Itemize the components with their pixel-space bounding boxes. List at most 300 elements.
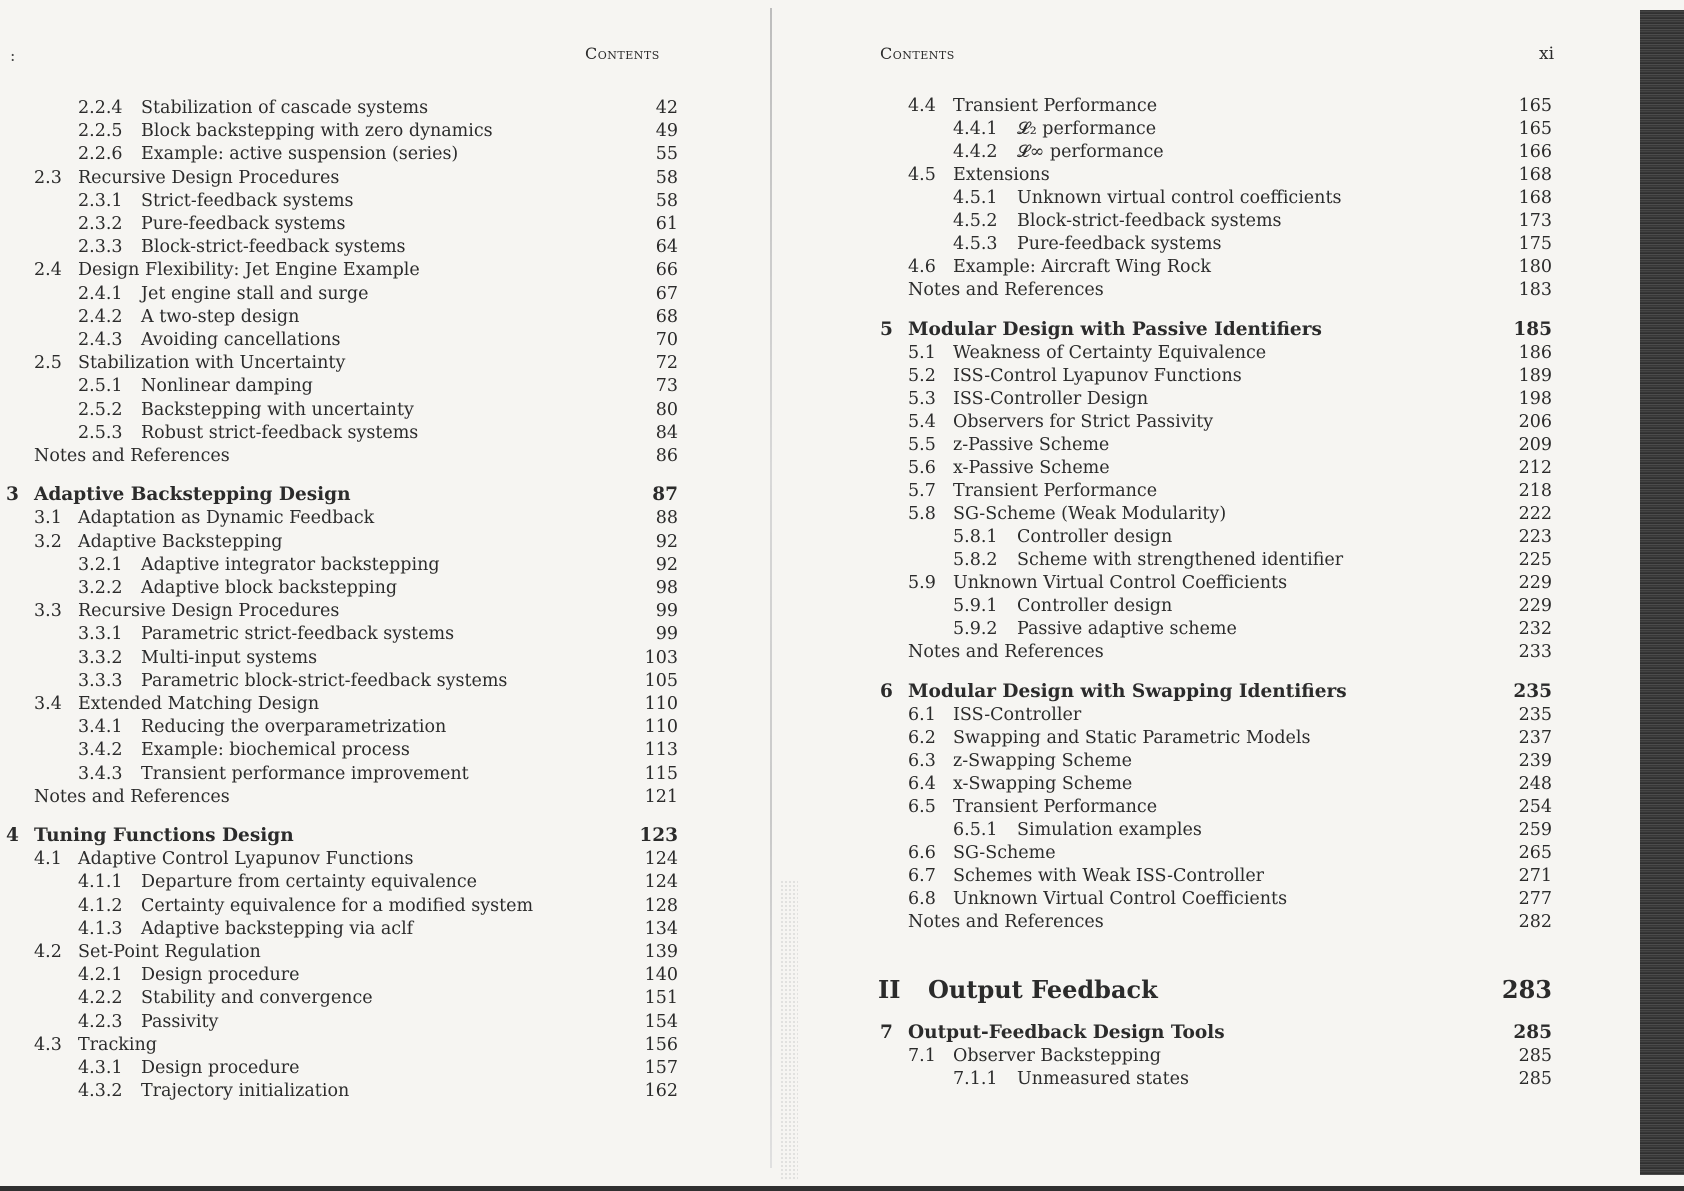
toc-entry-page: 186: [1518, 343, 1552, 363]
toc-entry-page: 265: [1518, 843, 1552, 863]
toc-entry-title: Set-Point Regulation: [78, 942, 261, 962]
toc-entry-page: 209: [1518, 435, 1552, 455]
toc-entry-title: Extensions: [953, 165, 1050, 185]
toc-entry-number: 3.2: [34, 531, 62, 552]
toc-entry-page: 189: [1518, 366, 1552, 386]
toc-entry-title: Transient performance improvement: [141, 763, 469, 784]
toc-entry-number: 5.2: [908, 366, 936, 386]
toc-entry-number: 3.2.2: [78, 578, 123, 598]
toc-entry-title: Transient Performance: [953, 481, 1158, 501]
toc-entry-number: 5: [880, 319, 893, 340]
toc-entry-number: 2.5.3: [78, 422, 123, 443]
toc-entry-number: 3.4.2: [78, 740, 123, 761]
toc-entry-number: 3.3.3: [78, 670, 123, 691]
toc-entry-page: 285: [1518, 1069, 1552, 1089]
toc-entry-number: 3: [6, 484, 19, 506]
toc-entry-number: 6.5: [908, 797, 936, 817]
toc-entry-page: 68: [655, 306, 678, 327]
toc-entry-title: Jet engine stall and surge: [141, 283, 369, 304]
toc-entry-page: 259: [1518, 820, 1552, 840]
toc-subsection-entry: [772, 1067, 1640, 1091]
toc-entry-page: 49: [655, 121, 678, 142]
toc-entry-number: 2.4: [34, 260, 62, 281]
toc-subsection-entry: [772, 209, 1640, 233]
toc-entry-number: 3.4.1: [78, 717, 123, 738]
toc-entry-title: Observers for Strict Passivity: [953, 412, 1214, 432]
toc-subsection-entry: [0, 235, 770, 259]
toc-entry-number: 4.6: [908, 257, 936, 277]
toc-entry-number: 2.5.1: [78, 376, 123, 397]
toc-entry-title: Reducing the overparametrization: [141, 717, 447, 738]
toc-entry-page: 166: [1518, 142, 1552, 162]
toc-entry-page: 55: [655, 144, 678, 165]
toc-section-entry: [0, 599, 770, 623]
toc-section-entry: [772, 726, 1640, 750]
toc-entry-title: Pure-feedback systems: [1017, 234, 1222, 254]
toc-entry-number: 2.5: [34, 353, 62, 374]
toc-section-entry: [772, 887, 1640, 911]
toc-subsection-entry: [0, 1010, 770, 1034]
toc-entry-number: 4.4: [908, 96, 936, 116]
toc-entry-page: 183: [1518, 280, 1552, 300]
toc-entry-number: 4.5: [908, 165, 936, 185]
toc-entry-page: 156: [644, 1034, 678, 1055]
toc-entry-page: 229: [1518, 596, 1552, 616]
toc-section-entry: [0, 351, 770, 375]
toc-subsection-entry: [0, 669, 770, 693]
toc-entry-number: 2.2.6: [78, 144, 123, 165]
toc-entry-page: 58: [655, 167, 678, 188]
toc-notes-entry: [0, 444, 770, 468]
toc-entry-title: Output Feedback: [928, 975, 1158, 1004]
toc-subsection-entry: [772, 617, 1640, 641]
toc-section-entry: [772, 841, 1640, 865]
toc-entry-title: Avoiding cancellations: [141, 330, 341, 350]
toc-section-entry: [0, 847, 770, 871]
toc-entry-page: 70: [655, 330, 678, 350]
toc-subsection-entry: [0, 715, 770, 739]
toc-entry-number: 7: [880, 1022, 893, 1043]
toc-section-entry: [0, 1033, 770, 1057]
toc-entry-page: 42: [655, 98, 678, 118]
toc-entry-page: 86: [655, 446, 678, 466]
toc-section-entry: [772, 571, 1640, 595]
toc-entry-page: 134: [644, 918, 678, 939]
toc-entry-number: 2.4.3: [78, 330, 123, 350]
toc-entry-page: 98: [655, 578, 678, 598]
toc-entry-title: ISS-Control Lyapunov Functions: [953, 366, 1242, 386]
toc-entry-page: 254: [1518, 797, 1552, 817]
toc-entry-page: 173: [1518, 211, 1552, 231]
toc-subsection-entry: [0, 374, 770, 398]
toc-entry-title: Stability and convergence: [141, 988, 373, 1009]
toc-entry-number: 4.1.1: [78, 872, 123, 893]
toc-section-entry: [772, 410, 1640, 434]
toc-entry-number: 2.2.4: [78, 98, 123, 118]
toc-section-entry: [772, 341, 1640, 365]
toc-entry-number: 4: [6, 825, 19, 846]
toc-subsection-entry: [0, 576, 770, 600]
toc-entry-title: ISS-Controller Design: [953, 389, 1149, 409]
toc-entry-page: 235: [1513, 681, 1552, 702]
toc-entry-page: 121: [644, 786, 678, 807]
toc-entry-page: 157: [644, 1058, 678, 1078]
toc-entry-page: 212: [1518, 458, 1552, 478]
toc-entry-title: Unknown Virtual Control Coefficients: [953, 889, 1288, 909]
toc-entry-page: 175: [1518, 234, 1552, 254]
toc-section-entry: [0, 692, 770, 716]
toc-entry-page: 165: [1518, 119, 1552, 139]
toc-entry-title: Unknown virtual control coefficients: [1017, 188, 1342, 208]
toc-entry-title: Transient Performance: [953, 96, 1158, 116]
toc-subsection-entry: [772, 232, 1640, 256]
toc-entry-number: 4.5.1: [953, 188, 998, 208]
toc-subsection-entry: [0, 646, 770, 670]
toc-entry-title: Notes and References: [34, 446, 230, 466]
toc-entry-number: 5.4: [908, 412, 936, 432]
toc-entry-page: 87: [652, 484, 678, 506]
toc-entry-page: 285: [1518, 1046, 1552, 1066]
toc-entry-number: 6.5.1: [953, 820, 998, 840]
toc-entry-number: 3.3.1: [78, 624, 123, 645]
toc-entry-number: 2.3: [34, 167, 62, 188]
toc-entry-number: 5.8: [908, 504, 936, 524]
toc-entry-title: Adaptive integrator backstepping: [141, 554, 440, 575]
toc-entry-number: 2.4.1: [78, 283, 123, 304]
toc-subsection-entry: [0, 282, 770, 306]
toc-entry-title: Recursive Design Procedures: [78, 601, 340, 622]
toc-entry-number: 3.3: [34, 601, 62, 622]
toc-section-entry: [772, 795, 1640, 819]
toc-entry-page: 113: [644, 740, 678, 761]
toc-entry-number: 3.2.1: [78, 554, 123, 575]
toc-entry-title: Tracking: [78, 1034, 157, 1055]
toc-entry-number: 5.9: [908, 573, 936, 593]
toc-subsection-entry: [0, 1079, 770, 1103]
toc-subsection-entry: [772, 818, 1640, 842]
toc-entry-page: 80: [655, 399, 678, 420]
toc-entry-page: 110: [644, 694, 678, 714]
toc-entry-number: 5.8.2: [953, 550, 998, 570]
toc-subsection-entry: [772, 525, 1640, 549]
toc-entry-number: 4.5.3: [953, 234, 998, 254]
toc-entry-title: Modular Design with Passive Identifiers: [908, 319, 1322, 340]
toc-subsection-entry: [0, 305, 770, 329]
toc-entry-title: Notes and References: [908, 280, 1104, 300]
toc-notes-entry: [772, 278, 1640, 302]
toc-entry-number: 2.4.2: [78, 306, 123, 327]
toc-entry-page: 92: [655, 531, 678, 552]
toc-entry-title: z-Passive Scheme: [953, 435, 1110, 455]
toc-entry-page: 180: [1518, 257, 1552, 277]
toc-entry-page: 124: [644, 849, 678, 870]
toc-section-entry: [0, 530, 770, 554]
toc-section-entry: [0, 506, 770, 530]
toc-entry-number: 6.7: [908, 866, 936, 886]
toc-entry-page: 185: [1513, 319, 1552, 340]
toc-entry-title: Parametric block-strict-feedback systems: [141, 670, 508, 691]
toc-subsection-entry: [0, 762, 770, 786]
toc-entry-title: Block backstepping with zero dynamics: [141, 121, 493, 142]
toc-entry-page: 206: [1518, 412, 1552, 432]
toc-entry-number: 5.7: [908, 481, 936, 501]
toc-entry-page: 88: [655, 508, 678, 529]
toc-entry-page: 282: [1518, 912, 1552, 932]
toc-entry-title: Trajectory initialization: [141, 1081, 350, 1102]
toc-entry-page: 67: [655, 283, 678, 304]
toc-entry-number: 4.4.2: [953, 142, 998, 162]
toc-entry-title: Design Flexibility: Jet Engine Example: [78, 260, 420, 281]
toc-entry-page: 218: [1518, 481, 1552, 501]
toc-section-entry: [772, 255, 1640, 279]
toc-entry-number: 4.1.3: [78, 918, 123, 939]
toc-entry-title: Pure-feedback systems: [141, 214, 346, 234]
toc-entry-title: Certainty equivalence for a modified system: [141, 895, 534, 916]
toc-entry-title: Block-strict-feedback systems: [1017, 211, 1282, 231]
toc-section-entry: [772, 163, 1640, 187]
toc-notes-entry: [772, 910, 1640, 934]
toc-entry-number: 2.5.2: [78, 399, 123, 420]
toc-subsection-entry: [772, 140, 1640, 164]
toc-section-entry: [772, 433, 1640, 457]
toc-entry-title: Simulation examples: [1017, 820, 1202, 840]
margin-mark: :: [10, 46, 16, 65]
page-number: xi: [1539, 44, 1555, 64]
toc-entry-number: II: [878, 975, 901, 1004]
toc-entry-title: z-Swapping Scheme: [953, 751, 1132, 771]
toc-section-entry: [772, 502, 1640, 526]
toc-entry-title: Adaptation as Dynamic Feedback: [78, 508, 375, 529]
toc-entry-page: 103: [644, 647, 678, 668]
toc-entry-number: 4.2: [34, 942, 62, 962]
toc-subsection-entry: [772, 186, 1640, 210]
toc-entry-title: Stabilization with Uncertainty: [78, 353, 346, 374]
toc-entry-title: Notes and References: [908, 642, 1104, 662]
toc-entry-title: 𝓛₂ performance: [1017, 119, 1157, 139]
toc-part-entry: [772, 973, 1640, 1007]
toc-entry-number: 6.3: [908, 751, 936, 771]
toc-entry-title: Passivity: [141, 1011, 219, 1032]
toc-entry-number: 4.2.2: [78, 988, 123, 1009]
toc-entry-title: Departure from certainty equivalence: [141, 872, 477, 893]
toc-entry-page: 229: [1518, 573, 1552, 593]
toc-entry-page: 99: [655, 601, 678, 622]
toc-section-entry: [772, 479, 1640, 503]
toc-notes-entry: [772, 640, 1640, 664]
toc-entry-number: 4.3.1: [78, 1058, 123, 1078]
toc-subsection-entry: [0, 917, 770, 941]
toc-entry-number: 6.6: [908, 843, 936, 863]
toc-subsection-entry: [772, 594, 1640, 618]
toc-entry-number: 4.2.1: [78, 965, 123, 986]
toc-section-entry: [772, 772, 1640, 796]
toc-entry-page: 277: [1518, 889, 1552, 909]
page-edge-strip: [1640, 10, 1684, 1175]
toc-section-entry: [772, 703, 1640, 727]
toc-entry-page: 222: [1518, 504, 1552, 524]
toc-entry-title: Example: biochemical process: [141, 740, 410, 761]
toc-entry-page: 154: [644, 1011, 678, 1032]
toc-entry-number: 7.1: [908, 1046, 936, 1066]
toc-subsection-entry: [0, 119, 770, 143]
toc-subsection-entry: [772, 548, 1640, 572]
toc-subsection-entry: [0, 189, 770, 213]
toc-entry-title: Adaptive Backstepping Design: [34, 484, 351, 506]
toc-entry-title: Extended Matching Design: [78, 694, 320, 714]
toc-chapter-entry: [772, 318, 1640, 342]
toc-entry-title: ISS-Controller: [953, 705, 1082, 725]
toc-entry-page: 223: [1518, 527, 1552, 547]
toc-entry-number: 5.9.1: [953, 596, 998, 616]
toc-entry-page: 140: [644, 965, 678, 986]
toc-entry-number: 4.1: [34, 849, 62, 870]
toc-entry-title: Passive adaptive scheme: [1017, 619, 1237, 639]
toc-entry-title: Adaptive Backstepping: [78, 531, 283, 552]
toc-entry-title: Example: active suspension (series): [141, 144, 459, 165]
toc-entry-number: 6: [880, 681, 893, 702]
toc-chapter-entry: [772, 1021, 1640, 1045]
toc-entry-page: 235: [1518, 705, 1552, 725]
toc-entry-number: 5.5: [908, 435, 936, 455]
toc-entry-page: 248: [1518, 774, 1552, 794]
toc-entry-title: Schemes with Weak ISS-Controller: [953, 866, 1265, 886]
toc-entry-page: 233: [1518, 642, 1552, 662]
toc-entry-page: 283: [1501, 975, 1552, 1004]
toc-entry-number: 2.3.2: [78, 214, 123, 234]
toc-entry-number: 2.3.3: [78, 237, 123, 258]
toc-section-entry: [772, 1044, 1640, 1068]
toc-entry-title: Design procedure: [141, 1058, 300, 1078]
toc-entry-title: Unmeasured states: [1017, 1069, 1189, 1089]
toc-subsection-entry: [0, 986, 770, 1010]
toc-entry-page: 239: [1518, 751, 1552, 771]
left-page: [0, 0, 770, 1191]
toc-subsection-entry: [0, 421, 770, 445]
toc-entry-title: Unknown Virtual Control Coefficients: [953, 573, 1288, 593]
toc-entry-number: 2.3.1: [78, 190, 123, 211]
toc-entry-number: 5.3: [908, 389, 936, 409]
toc-entry-title: Transient Performance: [953, 797, 1158, 817]
toc-entry-number: 3.4.3: [78, 763, 123, 784]
toc-entry-page: 123: [639, 825, 678, 846]
toc-entry-page: 115: [644, 763, 678, 784]
toc-entry-number: 5.8.1: [953, 527, 998, 547]
toc-entry-page: 99: [655, 624, 678, 645]
toc-entry-page: 128: [644, 895, 678, 916]
toc-entry-page: 61: [655, 214, 678, 234]
toc-entry-number: 4.5.2: [953, 211, 998, 231]
toc-entry-page: 225: [1518, 550, 1552, 570]
toc-entry-title: Block-strict-feedback systems: [141, 237, 406, 258]
toc-entry-page: 162: [644, 1081, 678, 1102]
toc-entry-title: Robust strict-feedback systems: [141, 422, 419, 443]
toc-entry-number: 5.1: [908, 343, 936, 363]
toc-entry-title: Adaptive Control Lyapunov Functions: [78, 849, 414, 870]
toc-entry-title: Swapping and Static Parametric Models: [953, 728, 1311, 748]
toc-entry-number: 3.1: [34, 508, 62, 529]
toc-entry-title: Example: Aircraft Wing Rock: [953, 257, 1211, 277]
toc-entry-title: Strict-feedback systems: [141, 190, 354, 211]
toc-section-entry: [0, 940, 770, 964]
toc-entry-number: 6.8: [908, 889, 936, 909]
toc-subsection-entry: [0, 870, 770, 894]
toc-entry-page: 72: [655, 353, 678, 374]
toc-entry-page: 58: [655, 190, 678, 211]
toc-entry-number: 7.1.1: [953, 1069, 998, 1089]
toc-entry-title: Modular Design with Swapping Identifiers: [908, 681, 1347, 702]
toc-entry-title: SG-Scheme: [953, 843, 1056, 863]
toc-entry-title: SG-Scheme (Weak Modularity): [953, 504, 1227, 524]
running-head-right: Contents: [880, 44, 955, 63]
toc-entry-title: Controller design: [1017, 596, 1173, 616]
toc-entry-title: Observer Backstepping: [953, 1046, 1161, 1066]
toc-entry-title: Design procedure: [141, 965, 300, 986]
toc-chapter-entry: [0, 483, 770, 507]
toc-entry-title: Parametric strict-feedback systems: [141, 624, 455, 645]
toc-entry-number: 4.2.3: [78, 1011, 123, 1032]
toc-entry-title: Notes and References: [908, 912, 1104, 932]
toc-entry-title: Adaptive backstepping via aclf: [141, 918, 414, 939]
toc-subsection-entry: [0, 622, 770, 646]
toc-entry-number: 2.2.5: [78, 121, 123, 142]
toc-chapter-entry: [772, 680, 1640, 704]
toc-section-entry: [0, 166, 770, 190]
toc-entry-page: 151: [644, 988, 678, 1009]
toc-subsection-entry: [0, 963, 770, 987]
toc-entry-page: 105: [644, 670, 678, 691]
toc-subsection-entry: [0, 553, 770, 577]
toc-entry-number: 3.4: [34, 694, 62, 714]
toc-chapter-entry: [0, 824, 770, 848]
toc-entry-page: 139: [644, 942, 678, 962]
toc-subsection-entry: [0, 96, 770, 120]
toc-entry-title: Stabilization of cascade systems: [141, 98, 429, 118]
toc-entry-page: 198: [1518, 389, 1552, 409]
toc-entry-page: 64: [655, 237, 678, 258]
toc-entry-number: 3.3.2: [78, 647, 123, 668]
toc-section-entry: [0, 258, 770, 282]
toc-section-entry: [772, 364, 1640, 388]
toc-entry-title: Notes and References: [34, 786, 230, 807]
toc-entry-page: 271: [1518, 866, 1552, 886]
toc-entry-title: Multi-input systems: [141, 647, 318, 668]
toc-subsection-entry: [0, 398, 770, 422]
toc-subsection-entry: [772, 117, 1640, 141]
toc-section-entry: [772, 864, 1640, 888]
toc-entry-page: 124: [644, 872, 678, 893]
toc-subsection-entry: [0, 894, 770, 918]
toc-entry-title: x-Swapping Scheme: [953, 774, 1133, 794]
toc-entry-title: Controller design: [1017, 527, 1173, 547]
toc-subsection-entry: [0, 1056, 770, 1080]
toc-entry-title: Scheme with strengthened identifier: [1017, 550, 1344, 570]
toc-entry-page: 92: [655, 554, 678, 575]
toc-section-entry: [772, 94, 1640, 118]
toc-entry-page: 66: [655, 260, 678, 281]
toc-entry-title: 𝓛∞ performance: [1017, 142, 1164, 162]
toc-entry-page: 110: [644, 717, 678, 738]
toc-entry-number: 4.3: [34, 1034, 62, 1055]
toc-entry-number: 5.9.2: [953, 619, 998, 639]
toc-entry-page: 237: [1518, 728, 1552, 748]
toc-section-entry: [772, 749, 1640, 773]
toc-subsection-entry: [0, 142, 770, 166]
toc-entry-number: 4.3.2: [78, 1081, 123, 1102]
toc-entry-page: 232: [1518, 619, 1552, 639]
toc-entry-title: Recursive Design Procedures: [78, 167, 340, 188]
toc-entry-page: 84: [655, 422, 678, 443]
toc-entry-title: Weakness of Certainty Equivalence: [953, 343, 1267, 363]
